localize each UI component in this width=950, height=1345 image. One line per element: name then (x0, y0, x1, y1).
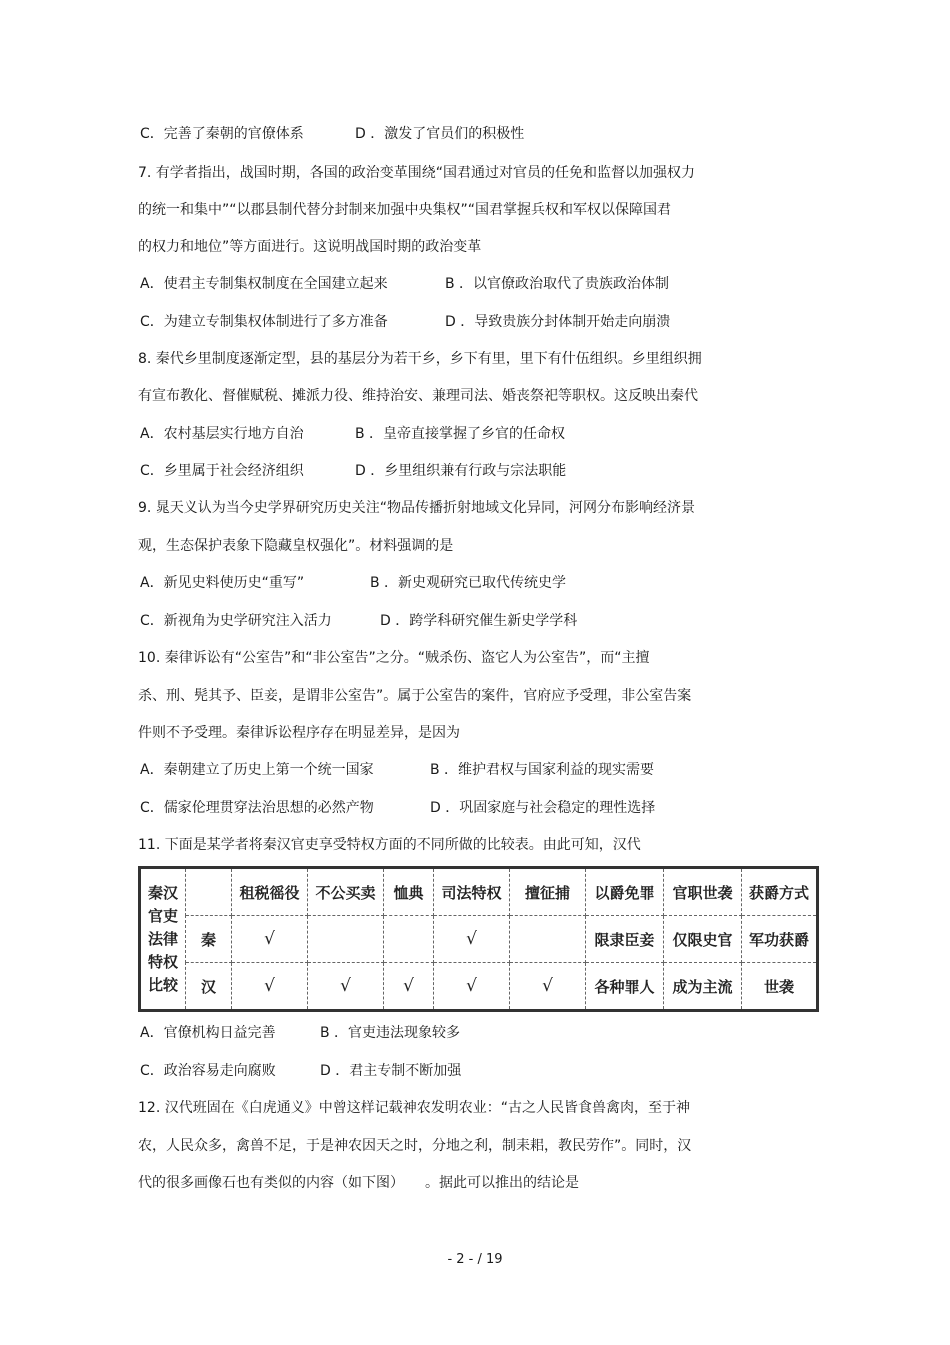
q9-option-c: C．新视角为史学研究注入活力 (140, 613, 332, 629)
table-header-cell: 擅征捕 (510, 868, 586, 916)
q7-stem-line1: 7. 有学者指出，战国时期，各国的政治变革围绕“国君通过对官员的任免和监督以加强权力 (138, 165, 696, 181)
table-header-cell: 不公买卖 (308, 868, 384, 916)
q7-stem-line3: 的权力和地位”等方面进行。这说明战国时期的政治变革 (138, 239, 482, 255)
table-cell: √ (434, 916, 510, 963)
table-header-row (140, 868, 818, 916)
q8-option-a: A．农村基层实行地方自治 (140, 426, 304, 442)
q8-option-b: B ．皇帝直接掌握了乡官的任命权 (355, 426, 566, 442)
q9-stem-line2: 观，生态保护表象下隐藏皇权强化”。材料强调的是 (138, 538, 454, 554)
table-row (140, 963, 818, 1011)
table-cell: 各种罪人 (586, 963, 664, 1011)
table-cell: √ (384, 963, 434, 1011)
q10-option-b: B ．维护君权与国家利益的现实需要 (430, 762, 655, 778)
table-cell: 世袭 (742, 963, 818, 1011)
q11-option-b: B ．官吏违法现象较多 (320, 1025, 461, 1041)
q10-option-a: A．秦朝建立了历史上第一个统一国家 (140, 762, 374, 778)
table-header-cell: 以爵免罪 (586, 868, 664, 916)
table-header-cell: 获爵方式 (742, 868, 818, 916)
q9-option-a: A．新见史料使历史“重写” (140, 575, 305, 591)
q12-stem-line2: 农，人民众多，禽兽不足，于是神农因天之时，分地之利，制耒耜，教民劳作”。同时，汉 (138, 1138, 692, 1154)
q7-option-c: C．为建立专制集权体制进行了多方准备 (140, 314, 388, 330)
q8-option-c: C．乡里属于社会经济组织 (140, 463, 304, 479)
table-corner-cell (186, 868, 232, 916)
q10-stem-line2: 杀、刑、髡其予、臣妾，是谓非公室告”。属于公室告的案件，官府应予受理，非公室告案 (138, 688, 692, 704)
q6-option-c: C．完善了秦朝的官僚体系 (140, 126, 304, 142)
table-cell (308, 916, 384, 963)
q8-stem-line1: 8. 秦代乡里制度逐渐定型，县的基层分为若干乡，乡下有里，里下有什伍组织。乡里组织拥 (138, 351, 702, 367)
q7-option-b: B ．以官僚政治取代了贵族政治体制 (445, 276, 670, 292)
q10-stem-line3: 件则不予受理。秦律诉讼程序存在明显差异，是因为 (138, 725, 460, 741)
table-cell: √ (232, 963, 308, 1011)
q12-stem-line3: 代的很多画像石也有类似的内容（如下图） 。据此可以推出的结论是 (138, 1175, 579, 1191)
table-row-label: 秦 (186, 916, 232, 963)
table-cell: 仅限史官 (664, 916, 742, 963)
table-header-cell: 官职世袭 (664, 868, 742, 916)
q9-option-d: D ．跨学科研究催生新史学学科 (380, 613, 578, 629)
page-number: - 2 - / 19 (447, 1252, 503, 1267)
q7-option-a: A．使君主专制集权制度在全国建立起来 (140, 276, 388, 292)
table-cell: √ (510, 963, 586, 1011)
q9-stem-line1: 9. 晁天义认为当今史学界研究历史关注“物品传播折射地域文化异同，河网分布影响经济景 (138, 500, 696, 516)
table-cell (510, 916, 586, 963)
q8-option-d: D ．乡里组织兼有行政与宗法职能 (355, 463, 567, 479)
q11-stem-line1: 11. 下面是某学者将秦汉官吏享受特权方面的不同所做的比较表。由此可知，汉代 (138, 837, 641, 853)
table-header-cell: 司法特权 (434, 868, 510, 916)
table-row-label: 汉 (186, 963, 232, 1011)
table-cell (384, 916, 434, 963)
q8-stem-line2: 有宣布教化、督催赋税、摊派力役、维持治安、兼理司法、婚丧祭祀等职权。这反映出秦代 (138, 388, 698, 404)
q12-stem-line1: 12. 汉代班固在《白虎通义》中曾这样记载神农发明农业：“古之人民皆食兽禽肉，至于神 (138, 1100, 690, 1116)
q6-option-d: D ．激发了官员们的积极性 (355, 126, 525, 142)
table-cell: 限隶臣妾 (586, 916, 664, 963)
q11-option-d: D ．君主专制不断加强 (320, 1063, 462, 1079)
table-cell: √ (434, 963, 510, 1011)
q10-option-d: D ．巩固家庭与社会稳定的理性选择 (430, 800, 656, 816)
q11-option-c: C．政治容易走向腐败 (140, 1063, 276, 1079)
q7-stem-line2: 的统一和集中”“以郡县制代替分封制来加强中央集权”“国君掌握兵权和军权以保障国君 (138, 202, 672, 218)
q9-option-b: B ．新史观研究已取代传统史学 (370, 575, 567, 591)
q10-option-c: C．儒家伦理贯穿法治思想的必然产物 (140, 800, 374, 816)
table-row (140, 916, 818, 963)
table-header-cell: 租税徭役 (232, 868, 308, 916)
table-header-cell: 恤典 (384, 868, 434, 916)
table-cell: 成为主流 (664, 963, 742, 1011)
comparison-table (138, 866, 819, 1012)
table-cell: 军功获爵 (742, 916, 818, 963)
table-cell: √ (232, 916, 308, 963)
q11-option-a: A．官僚机构日益完善 (140, 1025, 276, 1041)
q10-stem-line1: 10. 秦律诉讼有“公室告”和“非公室告”之分。“贼杀伤、盗它人为公室告”，而“主擅 (138, 650, 650, 666)
q7-option-d: D ．导致贵族分封体制开始走向崩溃 (445, 314, 671, 330)
table-side-label: 秦汉 官吏 法律 特权 比较 (140, 868, 186, 1011)
table-cell: √ (308, 963, 384, 1011)
